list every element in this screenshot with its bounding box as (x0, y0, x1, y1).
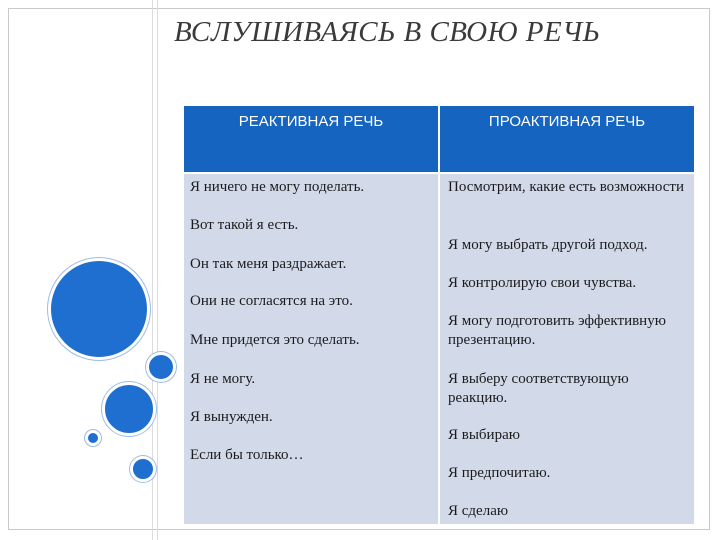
proactive-phrase: Я могу выбрать другой подход. (448, 237, 648, 253)
proactive-phrase: Посмотрим, какие есть возможности (448, 179, 685, 195)
header-proactive: ПРОАКТИВНАЯ РЕЧЬ (440, 106, 694, 172)
proactive-phrase: Я сделаю (448, 503, 509, 519)
proactive-phrase: Я выбираю (448, 427, 520, 443)
column-divider (438, 106, 440, 524)
decor-line (157, 0, 158, 540)
decor-circle-medium (146, 352, 176, 382)
decor-circle-small-2 (130, 456, 156, 482)
slide-title: ВСЛУШИВАЯСЬ В СВОЮ РЕЧЬ (174, 16, 601, 48)
reactive-phrase: Мне придется это сделать. (190, 332, 360, 348)
proactive-phrase: Я могу подготовить эффективную презентацию. (448, 313, 666, 348)
proactive-phrase: Я контролирую свои чувства. (448, 275, 637, 291)
decor-circle-small (85, 430, 101, 446)
reactive-phrase: Я ничего не могу поделать. (190, 179, 365, 195)
reactive-phrase: Он так меня раздражает. (190, 256, 347, 272)
reactive-phrase: Я не могу. (190, 371, 256, 387)
header-reactive: РЕАКТИВНАЯ РЕЧЬ (184, 106, 438, 172)
reactive-phrase: Вот такой я есть. (190, 217, 299, 233)
reactive-phrase: Если бы только… (190, 447, 304, 463)
proactive-phrase: Я выберу соответствующую реакцию. (448, 371, 629, 406)
reactive-phrase: Они не согласятся на это. (190, 293, 353, 309)
decor-circle-large (48, 258, 150, 360)
decor-circle-medium-2 (102, 382, 156, 436)
proactive-phrase: Я предпочитаю. (448, 465, 551, 481)
row-divider (184, 172, 694, 174)
comparison-table (184, 106, 694, 524)
reactive-phrase: Я вынужден. (190, 409, 273, 425)
